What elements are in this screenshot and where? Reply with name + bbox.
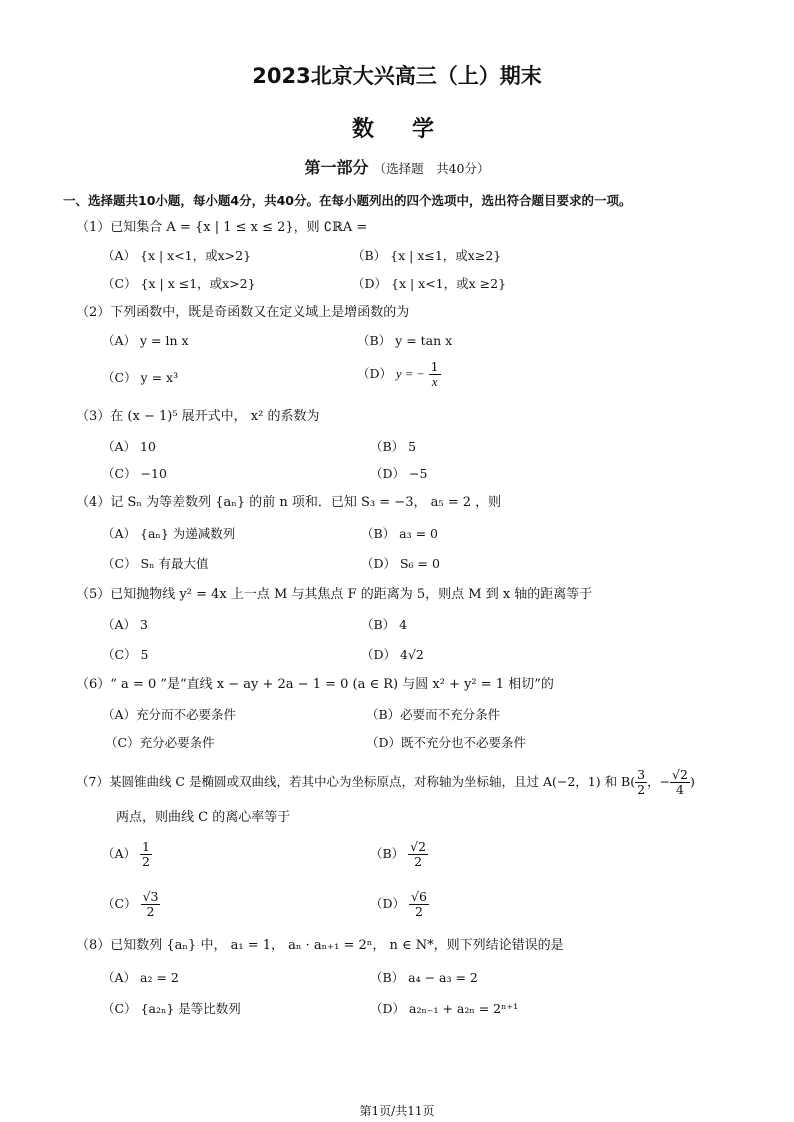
option-b: （B） y = tan x — [357, 333, 453, 348]
option-d: （D） {x | x<1，或x ≥2} — [352, 276, 507, 291]
question-2 — [76, 305, 409, 321]
question-4 — [76, 495, 501, 511]
option-d: （D） 4√2 — [361, 647, 424, 662]
fraction: $\frac{√3}{2}$ — [142, 889, 159, 919]
option-label: （D） — [357, 366, 393, 381]
option-c: （C） {x | x ≤1，或x>2} — [102, 276, 256, 291]
question-number: （5） — [76, 587, 111, 602]
page-title: 2023北京大兴高三（上）期末 — [252, 64, 542, 88]
option-d — [357, 360, 441, 389]
question-5 — [76, 587, 592, 603]
option-a: （A） y = ln x — [102, 333, 189, 348]
question-text: 某圆锥曲线 C 是椭圆或双曲线，若其中心为坐标原点，对称轴为坐标轴，且过 A(−2，1) 和 B( — [108, 774, 636, 789]
option-d: （D） $\frac{√6}{2}$ — [370, 889, 427, 919]
question-text: 已知集合 A = {x | 1 ≤ x ≤ 2}，则 ∁ℝA = — [110, 220, 368, 235]
option-c: （C）充分必要条件 — [105, 735, 215, 750]
question-text: 已知数列 {aₙ} 中， a₁ = 1， aₙ · aₙ₊₁ = 2ⁿ， n ∈ N*，则下列结论错误的是 — [110, 938, 564, 953]
option-b: （B）必要而不充分条件 — [366, 707, 501, 722]
option-b: （B） $\frac{√2}{2}$ — [370, 839, 427, 869]
option-c: （C） y = x³ — [102, 370, 179, 385]
fraction-by: $\frac{√2}{4}$ — [672, 767, 688, 797]
fraction-bx: $\frac{3}{2}$ — [637, 767, 646, 797]
option-c: （C） $\frac{√3}{2}$ — [102, 889, 159, 919]
section-instruction: 一、选择题共10小题，每小题4分，共40分。在每小题列出的四个选项中，选出符合题目要求的一项。 — [63, 193, 632, 208]
option-a: （A） {aₙ} 为递减数列 — [102, 526, 236, 541]
option-a: （A） a₂ = 2 — [102, 970, 179, 985]
question-8 — [76, 938, 564, 954]
option-a: （A） 3 — [102, 617, 148, 632]
option-d: （D） a₂ₙ₋₁ + a₂ₙ = 2ⁿ⁺¹ — [370, 1001, 519, 1016]
option-d: （D） S₆ = 0 — [361, 556, 440, 571]
option-a: （A） {x | x<1，或x>2} — [102, 248, 252, 263]
question-text: 下列函数中，既是奇函数又在定义域上是增函数的为 — [110, 305, 410, 320]
question-1 — [76, 220, 367, 236]
option-c: （C） Sₙ 有最大值 — [102, 556, 209, 571]
option-a: （A）充分而不必要条件 — [102, 707, 237, 722]
fraction: $\frac{1}{2}$ — [142, 839, 150, 869]
question-number: （6） — [76, 677, 111, 692]
question-7: （7）某圆锥曲线 C 是椭圆或双曲线，若其中心为坐标原点，对称轴为坐标轴，且过 A(−2，1) 和 B( $\frac{3}{2}$ ，− $\frac{√2}{4}$ ) — [76, 767, 695, 797]
option-b: （B） 4 — [361, 617, 408, 632]
option-c: （C） 5 — [102, 647, 149, 662]
part-label: 第一部分 — [304, 158, 369, 177]
fraction: $\frac{1}{x}$ — [430, 359, 439, 389]
fraction: $\frac{√2}{2}$ — [410, 839, 427, 869]
question-number: （8） — [76, 938, 111, 953]
option-a: （A） $\frac{1}{2}$ — [102, 839, 150, 869]
option-b: （B） {x | x≤1，或x≥2} — [352, 248, 502, 263]
part-note: （选择题 共40分） — [373, 161, 490, 176]
question-3 — [76, 409, 319, 425]
question-7-continued: 两点，则曲线 C 的离心率等于 — [116, 810, 291, 825]
option-b: （B） 5 — [370, 439, 417, 454]
question-number: （3） — [76, 409, 111, 424]
option-c: （C） {a₂ₙ} 是等比数列 — [102, 1001, 241, 1016]
question-number: （1） — [76, 220, 111, 235]
option-d: （D）既不充分也不必要条件 — [366, 735, 527, 750]
part-heading — [0, 155, 794, 178]
option-b: （B） a₃ = 0 — [361, 526, 438, 541]
question-number: （4） — [76, 495, 111, 510]
option-b: （B） a₄ − a₃ = 2 — [370, 970, 478, 985]
option-d: （D） −5 — [370, 466, 428, 481]
question-6 — [76, 677, 554, 693]
question-text: 在 (x − 1)⁵ 展开式中， x² 的系数为 — [110, 409, 320, 424]
question-text: 记 Sₙ 为等差数列 {aₙ} 的前 n 项和．已知 S₃ = −3， a₅ = 2 ，则 — [110, 495, 502, 510]
fraction: $\frac{√6}{2}$ — [411, 889, 427, 919]
question-text: 已知抛物线 y² = 4x 上一点 M 与其焦点 F 的距离为 5，则点 M 到 x 轴的距离等于 — [110, 587, 593, 602]
page-number: 第1页/共11页 — [359, 1104, 435, 1118]
option-c: （C） −10 — [102, 466, 167, 481]
question-text: “ a = 0 ”是“直线 x − ay + 2a − 1 = 0 (a ∈ R) 与圆 x² + y² = 1 相切”的 — [110, 677, 554, 692]
question-number: （2） — [76, 305, 111, 320]
subject-title: 数 学 — [351, 117, 442, 142]
question-number: （7） — [76, 774, 109, 789]
fraction-prefix: y = − — [396, 367, 425, 381]
option-a: （A） 10 — [102, 439, 156, 454]
